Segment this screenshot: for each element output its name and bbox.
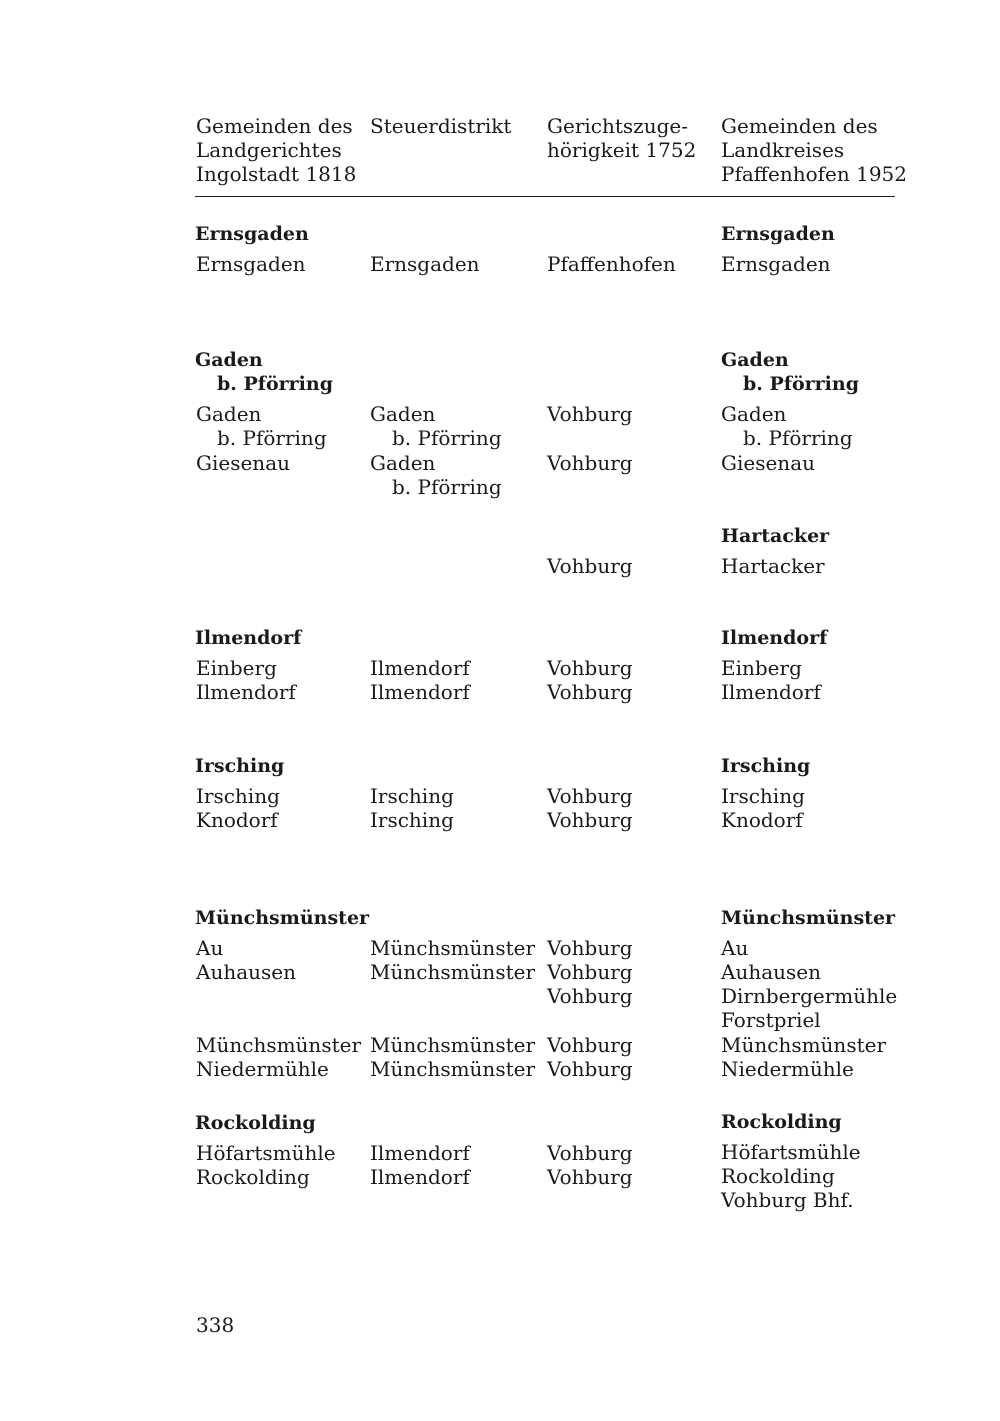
cell-c1b: b. Pförring bbox=[217, 426, 327, 450]
cell-c3: Vohburg bbox=[547, 960, 633, 984]
cell-c3: Vohburg bbox=[547, 936, 633, 960]
cell-c1: Ilmendorf bbox=[196, 680, 296, 704]
cell-c3: Vohburg bbox=[547, 680, 633, 704]
header-col4-line1: Gemeinden des bbox=[721, 114, 878, 138]
cell-c2: Ilmendorf bbox=[370, 1141, 470, 1165]
cell-c3: Vohburg bbox=[547, 1165, 633, 1189]
cell-c3: Vohburg bbox=[547, 984, 633, 1008]
cell-c1: Irsching bbox=[196, 784, 280, 808]
group-heading-left: Ilmendorf bbox=[195, 627, 302, 649]
header-col4-line3: Pfaffenhofen 1952 bbox=[721, 162, 908, 186]
cell-c3: Vohburg bbox=[547, 808, 633, 832]
group-heading-right: Ilmendorf bbox=[721, 627, 828, 649]
cell-c4: Dirnbergermühle bbox=[721, 984, 898, 1008]
cell-c2: Münchsmünster bbox=[370, 936, 536, 960]
cell-c4: Gaden bbox=[721, 402, 787, 426]
cell-c1: Ernsgaden bbox=[196, 252, 306, 276]
cell-c3: Vohburg bbox=[547, 1033, 633, 1057]
cell-c3: Vohburg bbox=[547, 784, 633, 808]
cell-c1: Rockolding bbox=[196, 1165, 310, 1189]
header-col1-line2: Landgerichtes bbox=[196, 138, 342, 162]
group-heading-left: Rockolding bbox=[195, 1112, 316, 1134]
cell-c4: Vohburg Bhf. bbox=[721, 1188, 854, 1212]
cell-c4: Hartacker bbox=[721, 554, 825, 578]
cell-c4: Irsching bbox=[721, 784, 805, 808]
group-heading-right: Hartacker bbox=[721, 525, 830, 547]
cell-c4b: b. Pförring bbox=[743, 426, 853, 450]
header-col1-line3: Ingolstadt 1818 bbox=[196, 162, 357, 186]
cell-c1: Niedermühle bbox=[196, 1057, 329, 1081]
cell-c4: Höfartsmühle bbox=[721, 1140, 861, 1164]
header-col1-line1: Gemeinden des bbox=[196, 114, 353, 138]
cell-c1: Knodorf bbox=[196, 808, 278, 832]
cell-c2: Irsching bbox=[370, 808, 454, 832]
cell-c3: Vohburg bbox=[547, 554, 633, 578]
cell-c4: Niedermühle bbox=[721, 1057, 854, 1081]
group-heading-right: Rockolding bbox=[721, 1111, 842, 1133]
group-heading-right-2: b. Pförring bbox=[743, 373, 859, 395]
cell-c4: Au bbox=[721, 936, 749, 960]
cell-c2: Münchsmünster bbox=[370, 1033, 536, 1057]
cell-c2: Münchsmünster bbox=[370, 960, 536, 984]
group-heading-right: Ernsgaden bbox=[721, 223, 835, 245]
header-col4-line2: Landkreises bbox=[721, 138, 845, 162]
header-col2-line1: Steuerdistrikt bbox=[370, 114, 512, 138]
cell-c3: Vohburg bbox=[547, 656, 633, 680]
cell-c3: Vohburg bbox=[547, 1141, 633, 1165]
cell-c4: Forstpriel bbox=[721, 1008, 821, 1032]
header-col3-line1: Gerichtszuge- bbox=[547, 114, 688, 138]
cell-c2: Gaden bbox=[370, 402, 436, 426]
group-heading-left: Gaden bbox=[195, 349, 263, 371]
cell-c4: Auhausen bbox=[721, 960, 821, 984]
cell-c4: Knodorf bbox=[721, 808, 803, 832]
page-number: 338 bbox=[196, 1313, 235, 1337]
cell-c2: Münchsmünster bbox=[370, 1057, 536, 1081]
cell-c3: Vohburg bbox=[547, 402, 633, 426]
group-heading-left: Irsching bbox=[195, 755, 285, 777]
group-heading-left: Ernsgaden bbox=[195, 223, 309, 245]
group-heading-left: Münchsmünster bbox=[195, 907, 370, 929]
cell-c4: Ilmendorf bbox=[721, 680, 821, 704]
cell-c2b: b. Pförring bbox=[392, 475, 502, 499]
cell-c1: Giesenau bbox=[196, 451, 290, 475]
header-rule bbox=[195, 196, 895, 197]
cell-c2: Ilmendorf bbox=[370, 656, 470, 680]
header-col3-line2: hörigkeit 1752 bbox=[547, 138, 697, 162]
cell-c2: Irsching bbox=[370, 784, 454, 808]
cell-c2b: b. Pförring bbox=[392, 426, 502, 450]
group-heading-right: Münchsmünster bbox=[721, 907, 896, 929]
cell-c1: Einberg bbox=[196, 656, 277, 680]
cell-c2: Ilmendorf bbox=[370, 1165, 470, 1189]
cell-c4: Giesenau bbox=[721, 451, 815, 475]
group-heading-left-2: b. Pförring bbox=[217, 373, 333, 395]
cell-c4: Münchsmünster bbox=[721, 1033, 887, 1057]
cell-c3: Pfaffenhofen bbox=[547, 252, 676, 276]
cell-c1: Gaden bbox=[196, 402, 262, 426]
cell-c1: Höfartsmühle bbox=[196, 1141, 336, 1165]
group-heading-right: Gaden bbox=[721, 349, 789, 371]
cell-c2: Ernsgaden bbox=[370, 252, 480, 276]
group-heading-right: Irsching bbox=[721, 755, 811, 777]
cell-c2: Gaden bbox=[370, 451, 436, 475]
cell-c4: Rockolding bbox=[721, 1164, 835, 1188]
cell-c4: Einberg bbox=[721, 656, 802, 680]
cell-c2: Ilmendorf bbox=[370, 680, 470, 704]
cell-c1: Münchsmünster bbox=[196, 1033, 362, 1057]
cell-c3: Vohburg bbox=[547, 451, 633, 475]
cell-c3: Vohburg bbox=[547, 1057, 633, 1081]
cell-c1: Au bbox=[196, 936, 224, 960]
cell-c1: Auhausen bbox=[196, 960, 296, 984]
cell-c4: Ernsgaden bbox=[721, 252, 831, 276]
